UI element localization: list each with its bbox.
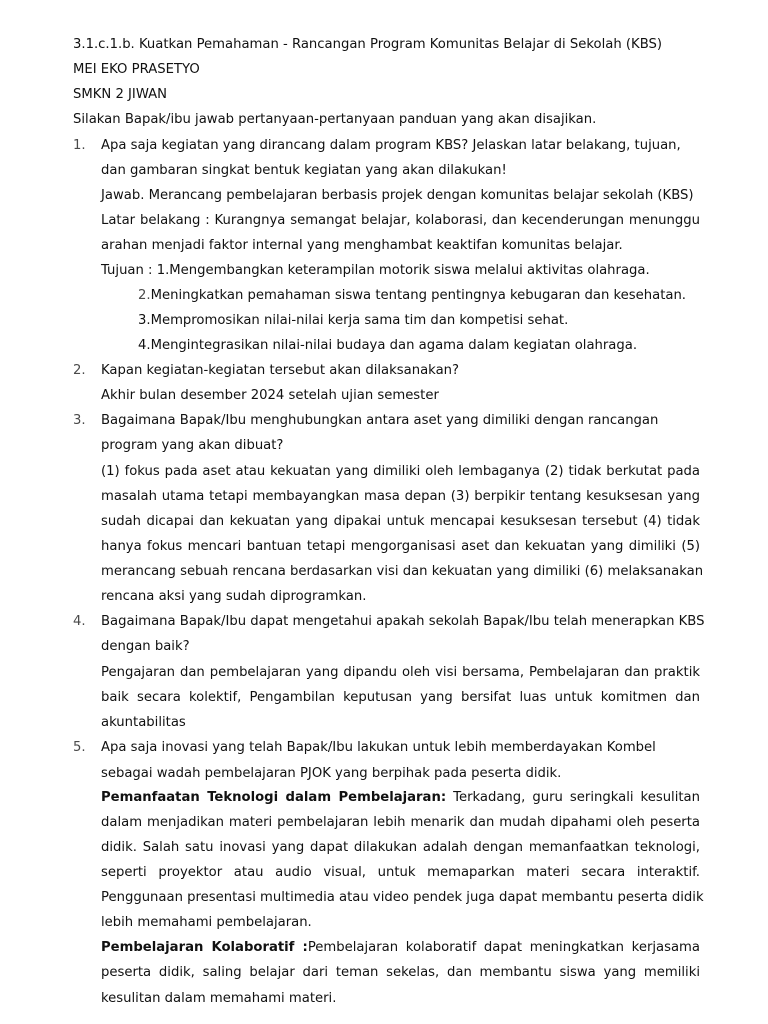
q5-innovation-2-line: kesulitan dalam memahami materi. [101, 991, 337, 1006]
q5-innovation-2-line [101, 939, 700, 957]
q5-innovation-1-line: didik. Salah satu inovasi yang dapat dilakukan adalah dengan memanfaatkan teknologi, [101, 840, 700, 855]
q1-question-line: dan gambaran singkat bentuk kegiatan yang akan dilakukan! [101, 163, 507, 178]
innovation-1-text: Terkadang, guru seringkali kesulitan [446, 790, 700, 805]
q4-answer-line: baik secara kolektif, Pengambilan keputusan yang bersifat luas untuk komitmen dan [101, 690, 700, 705]
q5-number: 5. [73, 740, 86, 755]
q3-question-line: Bagaimana Bapak/Ibu menghubungkan antara aset yang dimiliki dengan rancangan [101, 413, 659, 428]
q3-answer-line: hanya fokus mencari bantuan tetapi mengorganisasi aset dan kekuatan yang dimiliki (5) [101, 539, 700, 554]
q4-answer-line: Pengajaran dan pembelajaran yang dipandu oleh visi bersama, Pembelajaran dan praktik [101, 665, 700, 680]
q4-number: 4. [73, 614, 86, 629]
q3-answer-line: merancang sebuah rencana berdasarkan visi dan kekuatan yang dimiliki (6) melaksanakan [101, 564, 704, 579]
innovation-2-heading: Pembelajaran Kolaboratif : [101, 940, 308, 955]
q5-innovation-1-line: dalam menjadikan materi pembelajaran lebih menarik dan mudah dipahami oleh peserta [101, 815, 700, 830]
q2-answer: Akhir bulan desember 2024 setelah ujian semester [101, 388, 439, 403]
q5-innovation-1-line: Penggunaan presentasi multimedia atau video pendek juga dapat membantu peserta didik [101, 890, 704, 905]
q5-innovation-1-line: lebih memahami pembelajaran. [101, 915, 312, 930]
q2-number: 2. [73, 363, 86, 378]
q3-answer-line: (1) fokus pada aset atau kekuatan yang dimiliki oleh lembaganya (2) tidak berkutat pada [101, 464, 700, 479]
q1-answer-jawab: Jawab. Merancang pembelajaran berbasis projek dengan komunitas belajar sekolah (KBS) [101, 188, 694, 203]
q5-innovation-2-line: peserta didik, saling belajar dari teman sekelas, dan membantu siswa yang memiliki [101, 965, 700, 980]
author-name: MEI EKO PRASETYO [73, 62, 200, 77]
q5-question-line: Apa saja inovasi yang telah Bapak/Ibu lakukan untuk lebih memberdayakan Kombel [101, 740, 656, 755]
q3-answer-line: sudah dicapai dan kekuatan yang dipakai untuk mencapai kesuksesan tersebut (4) tidak [101, 514, 700, 529]
q1-tujuan-number: 2. [138, 288, 151, 303]
document-title: 3.1.c.1.b. Kuatkan Pemahaman - Rancangan Program Komunitas Belajar di Sekolah (KBS) [73, 37, 663, 52]
q2-question: Kapan kegiatan-kegiatan tersebut akan dilaksanakan? [101, 363, 460, 378]
q1-question-line: Apa saja kegiatan yang dirancang dalam program KBS? Jelaskan latar belakang, tujuan, [101, 138, 681, 153]
school-name: SMKN 2 JIWAN [73, 87, 168, 102]
q5-innovation-1-line: seperti proyektor atau audio visual, untuk memaparkan materi secara interaktif. [101, 865, 700, 880]
q1-latar-belakang-line: Latar belakang : Kurangnya semangat belajar, kolaborasi, dan kecenderungan menunggu [101, 213, 700, 228]
q4-question-line: Bagaimana Bapak/Ibu dapat mengetahui apakah sekolah Bapak/Ibu telah menerapkan KBS [101, 614, 705, 629]
intro-text: Silakan Bapak/ibu jawab pertanyaan-pertanyaan panduan yang akan disajikan. [73, 112, 597, 127]
q1-tujuan-item: 3.Mempromosikan nilai-nilai kerja sama tim dan kompetisi sehat. [138, 313, 569, 328]
q1-tujuan-item: Tujuan : 1.Mengembangkan keterampilan motorik siswa melalui aktivitas olahraga. [101, 263, 650, 278]
q3-answer-line: rencana aksi yang sudah diprogramkan. [101, 589, 367, 604]
innovation-2-text: Pembelajaran kolaboratif dapat meningkatkan kerjasama [307, 940, 700, 955]
q5-question-line: sebagai wadah pembelajaran PJOK yang berpihak pada peserta didik. [101, 766, 562, 781]
q1-latar-belakang-line: arahan menjadi faktor internal yang menghambat keaktifan komunitas belajar. [101, 238, 623, 253]
q4-question-line: dengan baik? [101, 639, 190, 654]
innovation-1-heading: Pemanfaatan Teknologi dalam Pembelajaran: [101, 790, 447, 805]
q3-question-line: program yang akan dibuat? [101, 438, 284, 453]
q1-tujuan-text: Meningkatkan pemahaman siswa tentang pentingnya kebugaran dan kesehatan. [150, 288, 686, 303]
q3-number: 3. [73, 413, 86, 428]
q5-innovation-1-line [101, 789, 700, 807]
q1-number: 1. [73, 138, 86, 153]
q1-tujuan-item [138, 287, 686, 305]
q3-answer-line: masalah utama tetapi membayangkan masa depan (3) berpikir tentang kesuksesan yang [101, 489, 700, 504]
q4-answer-line: akuntabilitas [101, 715, 186, 730]
q1-tujuan-item: 4.Mengintegrasikan nilai-nilai budaya dan agama dalam kegiatan olahraga. [138, 338, 638, 353]
